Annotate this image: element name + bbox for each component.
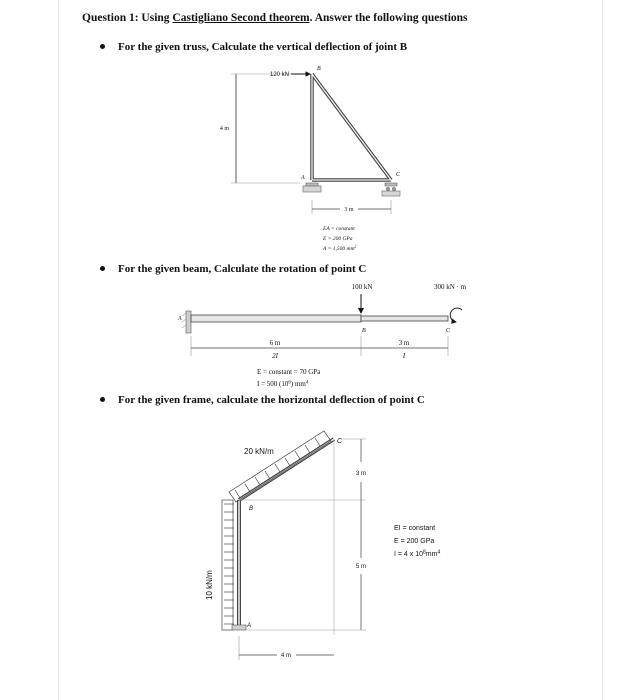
beam-prop-i <box>257 380 309 388</box>
frame-dim-bottom: 4 m <box>280 653 292 659</box>
truss-joint-a: A <box>301 175 305 181</box>
truss-support-c <box>382 183 400 196</box>
truss-prop-a-exp: 2 <box>354 243 357 249</box>
beam-prop-i-base: I = 500 (10 <box>257 380 289 388</box>
frame-vertical-load-arrows <box>224 504 234 624</box>
title-theorem: Castigliano Second theorem <box>172 12 310 24</box>
beam-len2: 3 m <box>398 339 410 347</box>
beam-figure <box>177 283 467 388</box>
truss-prop-a-base: A = 1,500 mm <box>323 246 355 252</box>
beam-moment-label: 300 kN · m <box>433 283 467 291</box>
frame-prompt-text: For the given frame, calculate the horizontal deflection of point C <box>118 394 425 406</box>
beam-len1: 6 m <box>269 339 281 347</box>
beam-load-label: 100 kN <box>351 283 373 291</box>
frame-figure <box>205 431 440 660</box>
beam-prop-i-exp: 4 <box>305 380 309 386</box>
beam-moment-arrow <box>450 308 462 322</box>
beam-prop-e: E = constant = 70 GPa <box>257 368 321 376</box>
beam-fixed-wall <box>186 311 191 333</box>
frame-prop-i-exp: 4 <box>437 549 441 556</box>
beam-prompt-text: For the given beam, Calculate the rotation of point C <box>118 263 367 275</box>
frame-prop-i-base: I = 4 x 10 <box>394 551 423 558</box>
frame-prop-i-unit: mm <box>425 551 438 558</box>
frame-vertical-load-block <box>222 500 233 630</box>
truss-prompt-text: For the given truss, Calculate the vertical deflection of joint B <box>118 41 408 53</box>
truss-support-a <box>303 183 321 192</box>
beam-prop-i-unit: ) mm <box>290 380 306 388</box>
frame-point-c: C <box>337 438 343 445</box>
beam-segment-ab <box>191 315 361 322</box>
truss-span-label: 3 m <box>344 207 354 213</box>
frame-prop-ei: EI = constant <box>394 525 436 532</box>
frame-inclined-load-label: 20 kN/m <box>244 447 274 456</box>
beam-point-b: B <box>362 328 366 334</box>
beam-prop-i-pow: 6 <box>288 380 291 386</box>
frame-point-b: B <box>249 506 254 512</box>
frame-inclined-load-block <box>229 431 331 502</box>
frame-prop-e: E = 200 GPa <box>394 538 435 545</box>
truss-prop-ea: EA = constant <box>323 226 355 232</box>
truss-prop-e: E = 200 GPa <box>323 236 353 242</box>
frame-point-a: A <box>247 623 252 629</box>
frame-support-a <box>232 625 246 630</box>
frame-prop-i <box>394 550 440 559</box>
beam-inertia2: I <box>402 352 406 360</box>
truss-member-bc-core <box>312 74 391 180</box>
frame-dim-top: 3 m <box>355 471 367 477</box>
truss-load-label: 120 kN <box>269 72 289 78</box>
truss-joint-c: C <box>396 172 401 178</box>
truss-figure <box>220 66 401 252</box>
beam-point-a: A <box>178 316 182 322</box>
frame-vertical-load-label: 10 kN/m <box>205 570 214 600</box>
beam-inertia1: 2I <box>272 352 278 360</box>
beam-point-c: C <box>446 328 451 334</box>
frame-dim-side: 5 m <box>355 564 367 570</box>
beam-segment-bc <box>361 316 448 321</box>
truss-prop-a <box>322 244 356 253</box>
title-prefix: Question 1: Using <box>82 12 173 24</box>
frame-prop-i-pow: 8 <box>423 549 426 556</box>
truss-height-label: 4 m <box>219 126 229 132</box>
title-suffix: . Answer the following questions <box>309 12 468 24</box>
truss-joint-b: B <box>317 66 321 72</box>
